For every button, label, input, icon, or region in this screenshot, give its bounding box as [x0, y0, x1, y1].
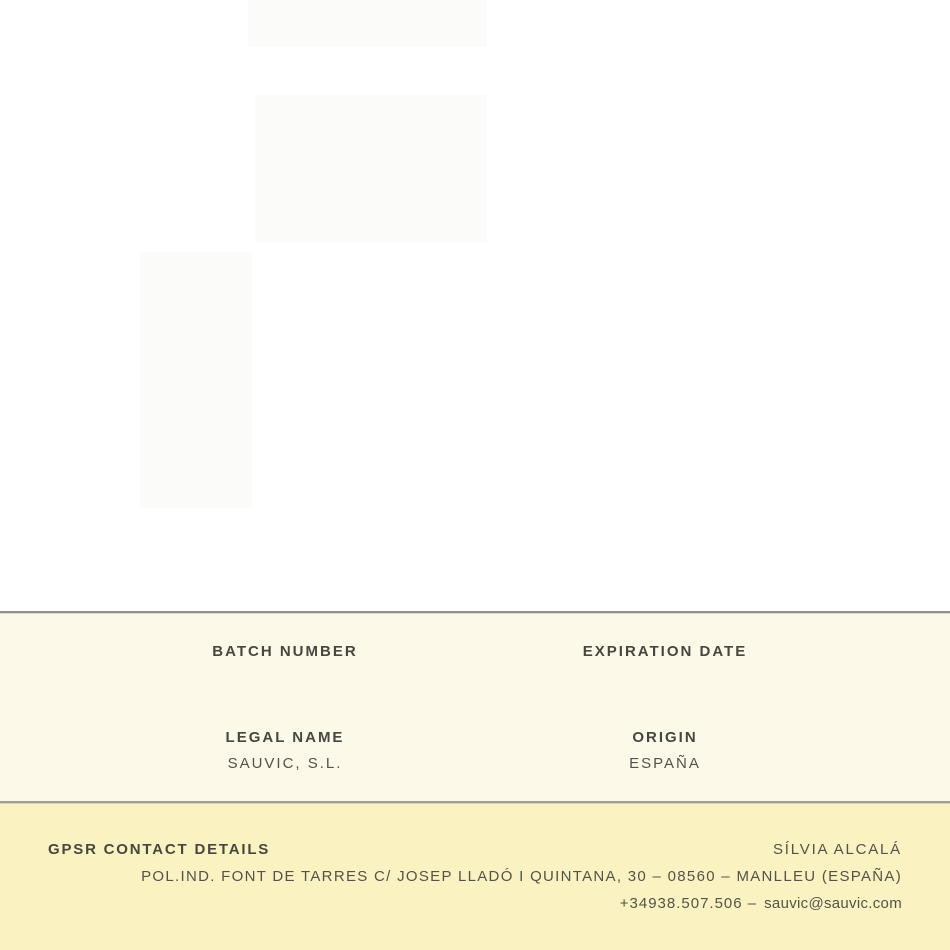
gpsr-contact-phone: +34938.507.506 – [619, 895, 758, 912]
gpsr-contact-address: POL.IND. FONT DE TARRES C/ JOSEP LLADÓ I QUINTANA, 30 – 08560 – MANLLEU (ESPAÑA) [141, 868, 902, 885]
gpsr-contact-title: GPSR CONTACT DETAILS [48, 841, 271, 858]
legal-name-field [226, 729, 345, 773]
legal-name-value: SAUVIC, S.L. [227, 755, 343, 772]
gpsr-contact-panel [0, 801, 950, 950]
gpsr-contact-name: SÍLVIA ALCALÁ [772, 841, 902, 858]
origin-field [629, 729, 701, 773]
expiration-date-label: EXPIRATION DATE [582, 643, 748, 660]
origin-label: ORIGIN [632, 729, 698, 746]
faint-image-artifact [140, 252, 252, 508]
faint-image-artifact [255, 95, 487, 243]
faint-image-artifact [248, 0, 487, 47]
expiration-date-field [583, 643, 747, 661]
legal-name-label: LEGAL NAME [225, 729, 345, 746]
gpsr-contact-header-row [48, 836, 902, 863]
product-info-panel [0, 611, 950, 801]
origin-value: ESPAÑA [629, 755, 701, 772]
gpsr-contact-phone-email-row [48, 890, 902, 917]
batch-number-field [212, 643, 357, 661]
batch-number-label: BATCH NUMBER [212, 643, 358, 660]
gpsr-contact-email: sauvic@sauvic.com [764, 895, 902, 912]
